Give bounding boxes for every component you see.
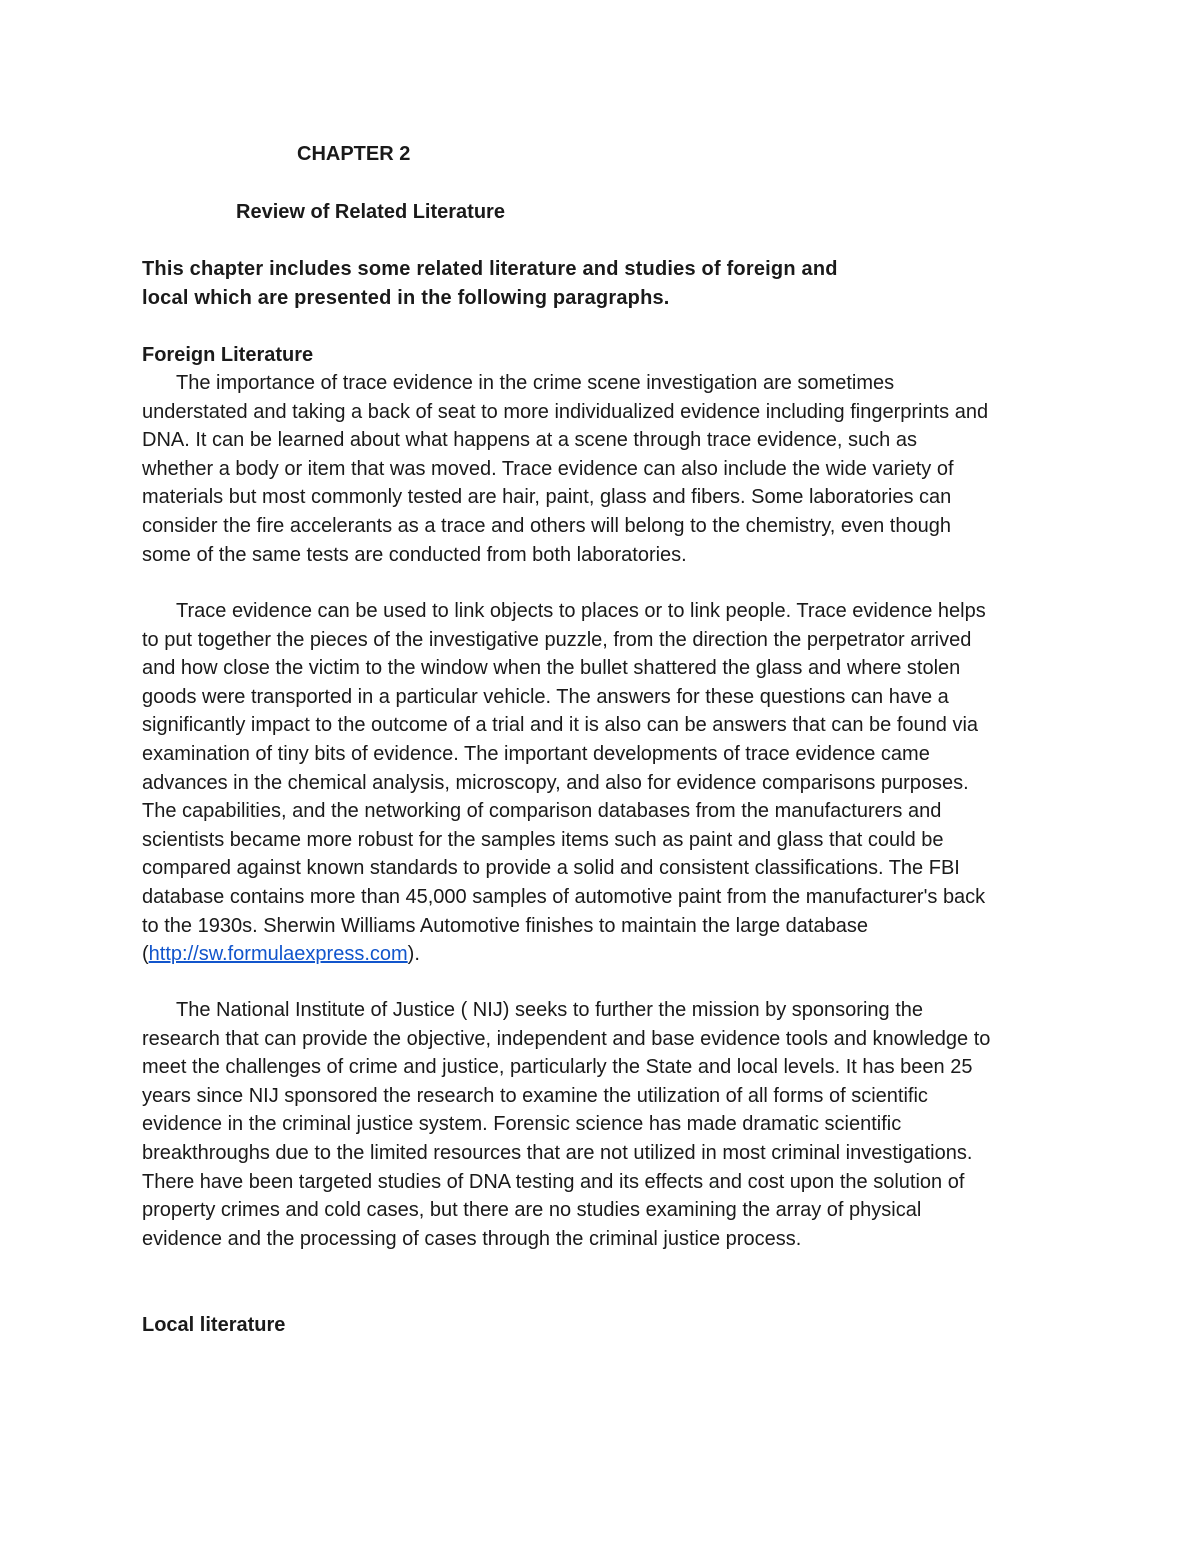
paragraph-link-line (142, 940, 1067, 969)
formulaexpress-link[interactable]: http://sw.formulaexpress.com (148, 943, 408, 966)
paragraph-line: years since NIJ sponsored the research to examine the utilization of all forms of scientific (142, 1084, 928, 1107)
paragraph-line: to put together the pieces of the investigative puzzle, from the direction the perpetrator arrived (142, 628, 972, 651)
paragraph-line: some of the same tests are conducted from both laboratories. (142, 543, 687, 566)
paragraph-line: The capabilities, and the networking of comparison databases from the manufacturers and (142, 800, 942, 823)
paragraph-line: database contains more than 45,000 samples of automotive paint from the manufacturer's back (142, 885, 986, 908)
foreign-paragraph-2 (142, 597, 1067, 969)
paragraph-line: understated and taking a back of seat to more individualized evidence including fingerprints and (142, 400, 989, 423)
paragraph-line: property crimes and cold cases, but there are no studies examining the array of physical (142, 1199, 922, 1222)
paragraph-line: meet the challenges of crime and justice, particularly the State and local levels. It has been 25 (142, 1056, 973, 1079)
paragraph-line: The importance of trace evidence in the crime scene investigation are sometimes (176, 372, 895, 394)
section-title: Review of Related Literature (236, 201, 505, 223)
paragraph-line: significantly impact to the outcome of a trial and it is also can be answers that can be found via (142, 714, 979, 737)
link-prefix: ( (142, 943, 149, 966)
paragraph-line: breakthroughs due to the limited resources that are not utilized in most criminal investigations. (142, 1141, 973, 1164)
intro-line: This chapter includes some related literature and studies of foreign and (142, 258, 838, 280)
intro-line: local which are presented in the following paragraphs. (142, 286, 670, 309)
link-suffix: ). (407, 943, 420, 966)
paragraph-line: examination of tiny bits of evidence. The important developments of trace evidence came (142, 742, 930, 765)
paragraph-line: DNA. It can be learned about what happens at a scene through trace evidence, such as (142, 429, 917, 452)
paragraph-line: evidence in the criminal justice system. Forensic science has made dramatic scientific (142, 1113, 902, 1136)
paragraph-line: to the 1930s. Sherwin Williams Automotive finishes to maintain the large database (142, 914, 868, 937)
paragraph-line: Trace evidence can be used to link objects to places or to link people. Trace evidence helps (176, 600, 986, 622)
paragraph-line: consider the fire accelerants as a trace and others will belong to the chemistry, even though (142, 514, 951, 537)
chapter-title: CHAPTER 2 (297, 143, 411, 165)
foreign-paragraph-3 (142, 996, 1067, 1253)
intro-paragraph (142, 255, 1102, 312)
paragraph-line: scientists became more robust for the samples items such as paint and glass that could be (142, 828, 944, 851)
paragraph-line: There have been targeted studies of DNA testing and its effects and cost upon the solution of (142, 1170, 965, 1193)
paragraph-line: The National Institute of Justice ( NIJ) seeks to further the mission by sponsoring the (176, 999, 924, 1021)
paragraph-line: materials but most commonly tested are hair, paint, glass and fibers. Some laboratories can (142, 486, 952, 509)
paragraph-line: whether a body or item that was moved. Trace evidence can also include the wide variety of (142, 457, 954, 480)
paragraph-line: advances in the chemical analysis, microscopy, and also for evidence comparisons purposes. (142, 771, 969, 794)
paragraph-line: evidence and the processing of cases through the criminal justice process. (142, 1227, 802, 1250)
foreign-paragraph-1 (142, 369, 1067, 569)
paragraph-line: goods were transported in a particular vehicle. The answers for these questions can have a (142, 685, 949, 708)
paragraph-line: compared against known standards to provide a solid and consistent classifications. The FBI (142, 857, 960, 880)
local-literature-heading: Local literature (142, 1314, 286, 1336)
paragraph-line: and how close the victim to the window when the bullet shattered the glass and where stolen (142, 657, 961, 680)
paragraph-line: research that can provide the objective, independent and base evidence tools and knowledge to (142, 1027, 991, 1050)
foreign-literature-heading: Foreign Literature (142, 344, 314, 366)
